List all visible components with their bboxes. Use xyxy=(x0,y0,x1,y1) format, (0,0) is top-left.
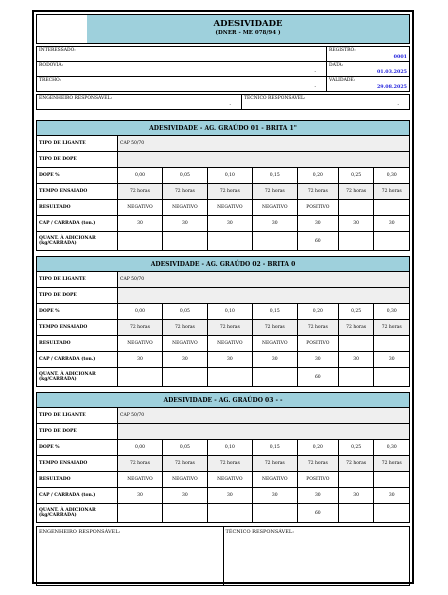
resultado-cell[interactable]: NEGATIVO xyxy=(207,472,252,488)
resultado-cell[interactable]: NEGATIVO xyxy=(252,200,297,216)
tempo-cell[interactable]: 72 horas xyxy=(162,320,207,336)
row-label: TIPO DE DOPE xyxy=(37,152,118,168)
row-label: RESULTADO xyxy=(37,336,118,352)
tempo-cell[interactable]: 72 horas xyxy=(207,184,252,200)
cap-cell[interactable]: 30 xyxy=(252,488,297,504)
signature-tecnico[interactable] xyxy=(223,527,410,586)
dope-cell[interactable]: 0,25 xyxy=(338,440,374,456)
resultado-cell[interactable]: POSITIVO xyxy=(297,200,338,216)
quant-cell[interactable]: 60 xyxy=(297,368,338,387)
tempo-cell[interactable]: 72 horas xyxy=(297,320,338,336)
cap-cell[interactable]: 30 xyxy=(252,216,297,232)
cap-cell[interactable]: 30 xyxy=(118,216,163,232)
tempo-cell[interactable]: 72 horas xyxy=(338,456,374,472)
quant-cell[interactable] xyxy=(374,232,410,251)
section-2-table xyxy=(36,256,410,387)
dope-cell[interactable]: 0,30 xyxy=(374,168,410,184)
info-table xyxy=(36,46,410,92)
dope-type-value[interactable] xyxy=(118,288,410,304)
dope-cell[interactable]: 0,20 xyxy=(297,168,338,184)
registro-field[interactable] xyxy=(327,47,410,62)
quant-cell[interactable] xyxy=(118,232,163,251)
report-sheet xyxy=(32,10,414,584)
resultado-cell[interactable]: NEGATIVO xyxy=(162,472,207,488)
tempo-cell[interactable]: 72 horas xyxy=(374,184,410,200)
logo-box xyxy=(37,15,88,43)
tempo-cell[interactable]: 72 horas xyxy=(297,456,338,472)
registro-value: 0001 xyxy=(393,54,407,60)
quant-cell[interactable] xyxy=(252,232,297,251)
report-subtitle: (DNER - ME 078/94 ) xyxy=(215,30,281,36)
cap-cell[interactable]: 30 xyxy=(338,488,374,504)
trecho-label: TRECHO: xyxy=(39,78,62,83)
quant-cell[interactable]: 60 xyxy=(297,504,338,523)
row-label: QUANT. À ADICIONAR (kg/CARRADA) xyxy=(37,504,118,523)
tempo-cell[interactable]: 72 horas xyxy=(162,456,207,472)
quant-cell[interactable] xyxy=(338,232,374,251)
tecnico-value: - xyxy=(397,103,399,108)
dope-cell[interactable]: 0,00 xyxy=(118,168,163,184)
section-title: ADESIVIDADE - AG. GRAÚDO 01 - BRITA 1" xyxy=(37,121,410,136)
dope-cell[interactable]: 0,05 xyxy=(162,304,207,320)
resultado-cell[interactable] xyxy=(374,472,410,488)
tempo-cell[interactable]: 72 horas xyxy=(338,320,374,336)
tempo-cell[interactable]: 72 horas xyxy=(374,320,410,336)
resultado-cell[interactable]: NEGATIVO xyxy=(252,336,297,352)
cap-cell[interactable]: 30 xyxy=(162,488,207,504)
section-title: ADESIVIDADE - AG. GRAÚDO 02 - BRITA 0 xyxy=(37,257,410,272)
signature-tecnico-label: TÉCNICO RESPONSÁVEL: xyxy=(225,529,294,535)
dope-cell[interactable]: 0,15 xyxy=(252,440,297,456)
tecnico-label: TÉCNICO RESPONSÁVEL: xyxy=(244,96,306,101)
cap-cell[interactable]: 30 xyxy=(374,352,410,368)
resultado-cell[interactable]: NEGATIVO xyxy=(162,336,207,352)
tecnico-field[interactable] xyxy=(242,95,410,110)
signature-engenheiro-label: ENGENHEIRO RESPONSÁVEL: xyxy=(39,529,121,535)
registro-label: REGISTRO: xyxy=(329,48,356,53)
cap-cell[interactable]: 30 xyxy=(297,216,338,232)
dope-cell[interactable]: 0,25 xyxy=(338,304,374,320)
quant-cell[interactable] xyxy=(252,368,297,387)
dope-type-value[interactable] xyxy=(118,424,410,440)
resultado-cell[interactable]: NEGATIVO xyxy=(207,336,252,352)
row-label: CAP / CARRADA (ton.) xyxy=(37,352,118,368)
report-header xyxy=(36,14,410,44)
responsaveis-table xyxy=(36,94,410,110)
ligante-value[interactable]: CAP 50/70 xyxy=(118,408,410,424)
cap-cell[interactable]: 30 xyxy=(207,488,252,504)
tempo-cell[interactable]: 72 horas xyxy=(252,320,297,336)
section-1-table xyxy=(36,120,410,251)
resultado-cell[interactable] xyxy=(338,200,374,216)
row-label: TEMPO ENSAIADO xyxy=(37,320,118,336)
row-label: QUANT. À ADICIONAR (kg/CARRADA) xyxy=(37,232,118,251)
report-title: ADESIVIDADE xyxy=(213,19,283,29)
row-label: QUANT. À ADICIONAR (kg/CARRADA) xyxy=(37,368,118,387)
tempo-cell[interactable]: 72 horas xyxy=(338,184,374,200)
row-label: TIPO DE DOPE xyxy=(37,288,118,304)
dope-cell[interactable]: 0,30 xyxy=(374,440,410,456)
tempo-cell[interactable]: 72 horas xyxy=(207,320,252,336)
signature-engenheiro[interactable] xyxy=(37,527,224,586)
tempo-cell[interactable]: 72 horas xyxy=(374,456,410,472)
row-label: TEMPO ENSAIADO xyxy=(37,456,118,472)
dope-cell[interactable]: 0,15 xyxy=(252,304,297,320)
dope-cell[interactable]: 0,10 xyxy=(207,168,252,184)
row-label: RESULTADO xyxy=(37,200,118,216)
dope-cell[interactable]: 0,00 xyxy=(118,440,163,456)
trecho-field[interactable] xyxy=(37,77,327,92)
quant-cell[interactable] xyxy=(207,232,252,251)
interessado-field[interactable] xyxy=(37,47,327,62)
quant-cell[interactable] xyxy=(252,504,297,523)
cap-cell[interactable]: 30 xyxy=(297,488,338,504)
resultado-cell[interactable]: NEGATIVO xyxy=(207,200,252,216)
cap-cell[interactable]: 30 xyxy=(207,216,252,232)
resultado-cell[interactable] xyxy=(374,336,410,352)
signature-table xyxy=(36,526,410,586)
quant-cell[interactable] xyxy=(162,504,207,523)
row-label: DOPE % xyxy=(37,168,118,184)
row-label: TIPO DE DOPE xyxy=(37,424,118,440)
resultado-cell[interactable] xyxy=(338,336,374,352)
ligante-value[interactable]: CAP 50/70 xyxy=(118,136,410,152)
section-title: ADESIVIDADE - AG. GRAÚDO 03 - - xyxy=(37,393,410,408)
row-label: CAP / CARRADA (ton.) xyxy=(37,216,118,232)
resultado-cell[interactable] xyxy=(374,200,410,216)
resultado-cell[interactable]: NEGATIVO xyxy=(252,472,297,488)
dope-cell[interactable]: 0,10 xyxy=(207,304,252,320)
row-label: CAP / CARRADA (ton.) xyxy=(37,488,118,504)
resultado-cell[interactable] xyxy=(338,472,374,488)
quant-cell[interactable] xyxy=(118,368,163,387)
engenheiro-value: - xyxy=(229,103,231,108)
row-label: TIPO DE LIGANTE xyxy=(37,136,118,152)
title-box xyxy=(87,15,409,43)
resultado-cell[interactable]: POSITIVO xyxy=(297,472,338,488)
resultado-cell[interactable]: NEGATIVO xyxy=(118,336,163,352)
row-label: DOPE % xyxy=(37,440,118,456)
quant-cell[interactable] xyxy=(162,368,207,387)
row-label: TIPO DE LIGANTE xyxy=(37,408,118,424)
validade-label: VALIDADE: xyxy=(329,78,356,83)
tempo-cell[interactable]: 72 horas xyxy=(252,456,297,472)
tempo-cell[interactable]: 72 horas xyxy=(162,184,207,200)
dope-cell[interactable]: 0,20 xyxy=(297,440,338,456)
validade-field[interactable] xyxy=(327,77,410,92)
cap-cell[interactable]: 30 xyxy=(374,216,410,232)
row-label: TEMPO ENSAIADO xyxy=(37,184,118,200)
quant-cell[interactable] xyxy=(338,368,374,387)
dope-cell[interactable]: 0,00 xyxy=(118,304,163,320)
quant-cell[interactable] xyxy=(338,504,374,523)
cap-cell[interactable]: 30 xyxy=(162,216,207,232)
engenheiro-field[interactable] xyxy=(37,95,242,110)
quant-cell[interactable]: 60 xyxy=(297,232,338,251)
resultado-cell[interactable]: NEGATIVO xyxy=(162,200,207,216)
quant-cell[interactable] xyxy=(207,504,252,523)
quant-cell[interactable] xyxy=(374,368,410,387)
row-label: DOPE % xyxy=(37,304,118,320)
tempo-cell[interactable]: 72 horas xyxy=(252,184,297,200)
cap-cell[interactable]: 30 xyxy=(338,352,374,368)
cap-cell[interactable]: 30 xyxy=(297,352,338,368)
cap-cell[interactable]: 30 xyxy=(162,352,207,368)
rodovia-field[interactable] xyxy=(37,62,327,77)
tempo-cell[interactable]: 72 horas xyxy=(118,456,163,472)
tempo-cell[interactable]: 72 horas xyxy=(118,320,163,336)
dope-cell[interactable]: 0,10 xyxy=(207,440,252,456)
data-value: 01.03.2025 xyxy=(376,69,407,75)
data-field[interactable] xyxy=(327,62,410,77)
validade-value: 29.08.2025 xyxy=(376,84,407,90)
dope-cell[interactable]: 0,15 xyxy=(252,168,297,184)
cap-cell[interactable]: 30 xyxy=(252,352,297,368)
row-label: TIPO DE LIGANTE xyxy=(37,272,118,288)
quant-cell[interactable] xyxy=(207,368,252,387)
dope-cell[interactable]: 0,30 xyxy=(374,304,410,320)
tempo-cell[interactable]: 72 horas xyxy=(297,184,338,200)
dope-type-value[interactable] xyxy=(118,152,410,168)
rodovia-value: - xyxy=(314,70,316,75)
rodovia-label: RODOVIA: xyxy=(39,63,64,68)
cap-cell[interactable]: 30 xyxy=(207,352,252,368)
data-label: DATA: xyxy=(329,63,344,68)
cap-cell[interactable]: 30 xyxy=(374,488,410,504)
resultado-cell[interactable]: NEGATIVO xyxy=(118,472,163,488)
dope-cell[interactable]: 0,05 xyxy=(162,440,207,456)
resultado-cell[interactable]: POSITIVO xyxy=(297,336,338,352)
section-3-table xyxy=(36,392,410,523)
dope-cell[interactable]: 0,20 xyxy=(297,304,338,320)
quant-cell[interactable] xyxy=(374,504,410,523)
tempo-cell[interactable]: 72 horas xyxy=(207,456,252,472)
cap-cell[interactable]: 30 xyxy=(118,352,163,368)
resultado-cell[interactable]: NEGATIVO xyxy=(118,200,163,216)
cap-cell[interactable]: 30 xyxy=(338,216,374,232)
engenheiro-label: ENGENHEIRO RESPONSÁVEL: xyxy=(39,96,113,101)
cap-cell[interactable]: 30 xyxy=(118,488,163,504)
quant-cell[interactable] xyxy=(162,232,207,251)
trecho-value: - xyxy=(314,85,316,90)
quant-cell[interactable] xyxy=(118,504,163,523)
row-label: RESULTADO xyxy=(37,472,118,488)
ligante-value[interactable]: CAP 50/70 xyxy=(118,272,410,288)
dope-cell[interactable]: 0,25 xyxy=(338,168,374,184)
dope-cell[interactable]: 0,05 xyxy=(162,168,207,184)
interessado-label: INTERESSADO: xyxy=(39,48,76,53)
tempo-cell[interactable]: 72 horas xyxy=(118,184,163,200)
